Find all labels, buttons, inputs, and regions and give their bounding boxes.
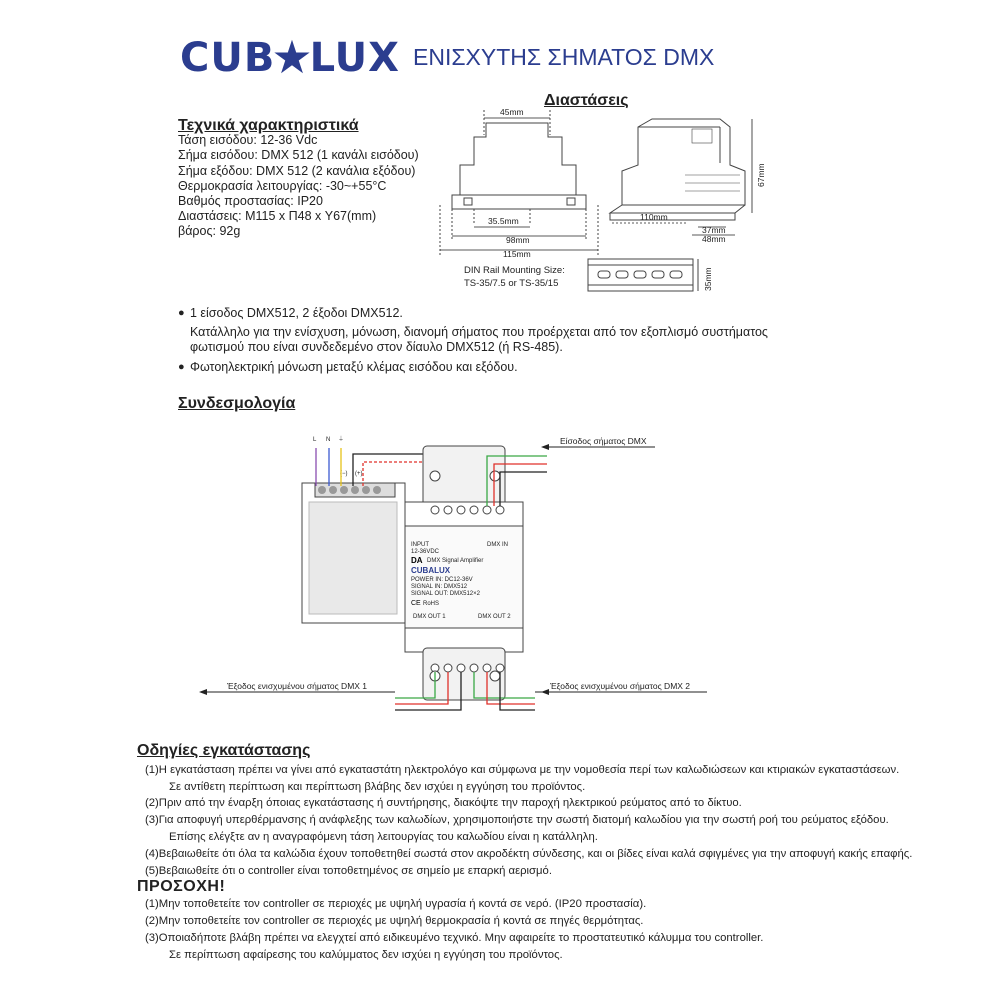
wiring-diagram [195, 428, 715, 713]
device-signal-out: SIGNAL OUT: DMX512×2 [411, 591, 480, 597]
din-rail-line2: TS-35/7.5 or TS-35/15 [464, 278, 559, 289]
brand-logo [180, 30, 400, 84]
arrow-left-icon [541, 444, 549, 450]
device-input-voltage: 12-36VDC [411, 549, 440, 555]
spec-item: Θερμοκρασία λειτουργίας: -30~+55°C [178, 178, 387, 193]
star-icon: ★ [271, 30, 314, 84]
dim-height-label: 67mm [756, 163, 766, 187]
din-rail-height: 35mm [703, 267, 713, 291]
spec-item: Διαστάσεις: Μ115 x Π48 x Υ67(mm) [178, 209, 377, 224]
power-supply [302, 483, 405, 623]
install-item: (4)Βεβαιωθείτε ότι όλα τα καλώδια έχουν τοποθετηθεί σωστά στον ακροδέκτη σύνδεσης, και οι βίδες είναι καλά σφιγμένες για την αποφυγή κακής επαφής. [145, 847, 913, 860]
device-brand: CUBALUX [411, 566, 451, 575]
device-ce-mark: CE [411, 600, 421, 607]
dmx-in-wire-black [500, 472, 547, 506]
dmx-out2-label: Έξοδος ενισχυμένου σήματος DMX 2 [550, 681, 691, 691]
dmx-input-label: Είσοδος σήματος DMX [560, 436, 647, 446]
document-title: ΕΝΙΣΧΥΤΗΣ ΣΗΜΑΤΟΣ DMX [413, 44, 715, 70]
dim-side-label: 110mm [640, 212, 668, 222]
spec-item: Σήμα εισόδου: DMX 512 (1 κανάλι εισόδου) [178, 148, 419, 163]
spec-item: Σήμα εξόδου: DMX 512 (2 κανάλια εξόδου) [178, 163, 416, 178]
install-item: (5)Βεβαιωθείτε ότι ο controller είναι τοποθετημένος σε σημείο με επαρκή αερισμό. [145, 864, 552, 877]
dimensions-drawing [430, 105, 810, 300]
feature-bullet-1: ● 1 είσοδος DMX512, 2 έξοδοι DMX512. [178, 306, 818, 322]
wire-minus-label: (−) [340, 471, 348, 477]
specs-section [178, 118, 419, 240]
wire-N-label: N [326, 437, 331, 443]
spec-item: Βαθμός προστασίας: IP20 [178, 194, 323, 209]
wiring-heading: Συνδεσμολογία [178, 395, 296, 412]
device-dmx-out2: DMX OUT 2 [478, 614, 511, 620]
dim-depth-b-label: 48mm [702, 234, 726, 244]
device-rohs: RoHS [423, 601, 440, 607]
warning-heading: ΠΡΟΣΟΧΗ! [137, 878, 226, 896]
logo-text-left: CUB [180, 35, 276, 81]
device-dmx-in: DMX IN [487, 542, 508, 548]
specs-heading: Τεχνικά χαρακτηριστικά [178, 117, 359, 134]
dimensions-heading: Διαστάσεις [544, 92, 629, 109]
spec-item: Τάση εισόδου: 12-36 Vdc [178, 133, 318, 148]
warning-item: Σε περίπτωση αφαίρεσης του καλύμματος δεν ισχύει η εγγύηση του προϊόντος. [169, 948, 563, 961]
warning-item: (2)Μην τοποθετείτε τον controller σε περιοχές με υψηλή θερμοκρασία ή κοντά σε πηγές θερμότητας. [145, 914, 644, 927]
device-input-tag: INPUT [411, 542, 429, 548]
install-item: (1)Η εγκατάσταση πρέπει να γίνει από εγκαταστάτη ηλεκτρολόγο και σύμφωνα με την νομοθεσία περί των καλωδιώσεων και κτιριακών εγκαταστάσεων. [145, 763, 900, 776]
device-dmx-out1: DMX OUT 1 [413, 614, 446, 620]
device-model: DA [411, 556, 423, 565]
iso-view [610, 119, 745, 220]
din-rail [588, 259, 698, 291]
arrow-left-icon [199, 689, 207, 695]
features-section [178, 306, 818, 375]
dim-inner-label: 35.5mm [488, 216, 519, 226]
arrow-left-icon [541, 689, 549, 695]
device-power: POWER IN: DC12-36V [411, 577, 473, 583]
iso-dimension-lines [612, 119, 752, 235]
dmx-out1-label: Έξοδος ενισχυμένου σήματος DMX 1 [227, 681, 368, 691]
front-view [440, 110, 598, 255]
device-signal-in: SIGNAL IN: DMX512 [411, 584, 468, 590]
dim-mid-label: 98mm [506, 235, 530, 245]
dim-full-label: 115mm [503, 249, 531, 259]
spec-item: βάρος: 92g [178, 224, 241, 239]
wire-L-label: L [313, 437, 317, 443]
din-rail-line1: DIN Rail Mounting Size: [464, 265, 565, 276]
warning-item: (1)Μην τοποθετείτε τον controller σε περιοχές με υψηλή υγρασία ή κοντά σε νερό. (IP20 προστασία). [145, 898, 647, 911]
ground-icon: ⏚ [338, 437, 345, 443]
feature-description-2: φωτισμού που είναι συνδεδεμένο στον δίαυλο DMX512 (ή RS-485). [190, 340, 563, 354]
dim-depth-a-label: 37mm [702, 225, 726, 235]
dimension-lines [440, 118, 598, 250]
logo-text-right: LUX [309, 35, 400, 81]
wire-plus-label: (+) [355, 471, 363, 477]
feature-description-1: Κατάλληλο για την ενίσχυση, μόνωση, διανομή σήματος που προέρχεται από τον εξοπλισμό συστήματος [190, 324, 768, 339]
warning-item: (3)Οποιαδήποτε βλάβη πρέπει να ελεγχτεί από ειδικευμένο τεχνικό. Μην αφαιρείτε το προστατευτικό κάλυμμα του controller. [145, 931, 764, 944]
install-item: (2)Πριν από την έναρξη όποιας εγκατάστασης ή συντήρησης, διακόψτε την παροχή ηλεκτρικού ρεύματος από το δίκτυο. [145, 797, 742, 810]
install-section [137, 742, 913, 963]
install-item: Σε αντίθετη περίπτωση και περίπτωση βλάβης δεν ισχύει η εγγύηση του προϊόντος. [169, 780, 586, 793]
install-heading: Οδηγίες εγκατάστασης [137, 742, 311, 759]
dim-top-label: 45mm [500, 107, 524, 117]
feature-bullet-2: ● Φωτοηλεκτρική μόνωση μεταξύ κλέμας εισόδου και εξόδου. [178, 360, 818, 376]
install-item: (3)Για αποφυγή υπερθέρμανσης ή ανάφλεξης των καλωδίων, χρησιμοποιήστε την σωστή διατομή καλωδίου για την σωστή ροή του ρεύματος εξόδου. [145, 814, 889, 827]
install-item: Επίσης ελέγξτε αν η αναγραφόμενη τάση λειτουργίας του καλωδίου είναι η κατάλληλη. [169, 830, 598, 843]
device-name: DMX Signal Amplifier [427, 558, 484, 564]
